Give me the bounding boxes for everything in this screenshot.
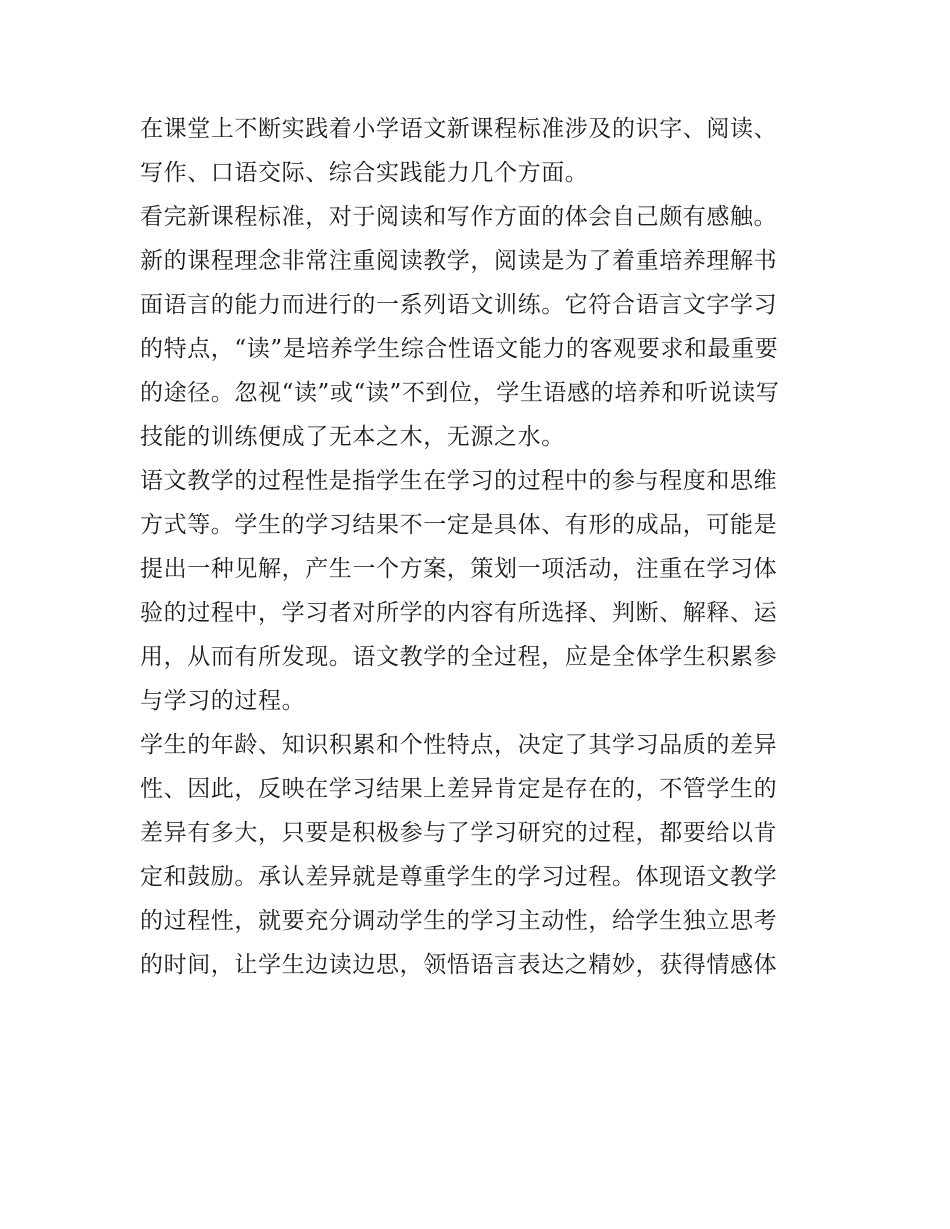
document-body	[140, 107, 816, 987]
text-line: 语文教学的过程性是指学生在学习的过程中的参与程度和思维	[140, 468, 778, 494]
text-line: 技能的训练便成了无本之木，无源之水。	[140, 424, 565, 450]
paragraph-3	[140, 239, 816, 459]
text-line: 看完新课程标准，对于阅读和写作方面的体会自己颇有感触。	[140, 204, 778, 230]
text-line: 学生的年龄、知识积累和个性特点，决定了其学习品质的差异	[140, 732, 778, 758]
paragraph-1	[140, 107, 816, 195]
text-line: 验的过程中，学习者对所学的内容有所选择、判断、解释、运	[140, 600, 778, 626]
text-line: 面语言的能力而进行的一系列语文训练。它符合语言文字学习	[140, 292, 778, 318]
paragraph-5	[140, 723, 816, 987]
text-line: 用，从而有所发现。语文教学的全过程，应是全体学生积累参	[140, 644, 778, 670]
text-line: 在课堂上不断实践着小学语文新课程标准涉及的识字、阅读、	[140, 116, 778, 142]
text-line: 与学习的过程。	[140, 688, 306, 714]
text-line: 提出一种见解，产生一个方案，策划一项活动，注重在学习体	[140, 556, 778, 582]
text-line: 的途径。忽视“读”或“读”不到位，学生语感的培养和听说读写	[140, 380, 780, 406]
text-line: 差异有多大，只要是积极参与了学习研究的过程，都要给以肯	[140, 820, 778, 846]
text-line: 的过程性，就要充分调动学生的学习主动性，给学生独立思考	[140, 908, 778, 934]
text-line: 定和鼓励。承认差异就是尊重学生的学习过程。体现语文教学	[140, 864, 778, 890]
text-line: 的时间，让学生边读边思，领悟语言表达之精妙，获得情感体	[140, 952, 778, 978]
text-line: 新的课程理念非常注重阅读教学，阅读是为了着重培养理解书	[140, 248, 778, 274]
paragraph-2	[140, 195, 816, 239]
paragraph-4	[140, 459, 816, 723]
text-line: 方式等。学生的学习结果不一定是具体、有形的成品，可能是	[140, 512, 778, 538]
text-line: 性、因此，反映在学习结果上差异肯定是存在的，不管学生的	[140, 776, 778, 802]
text-line: 的特点，“读”是培养学生综合性语文能力的客观要求和最重要	[140, 336, 779, 362]
text-line: 写作、口语交际、综合实践能力几个方面。	[140, 160, 589, 186]
